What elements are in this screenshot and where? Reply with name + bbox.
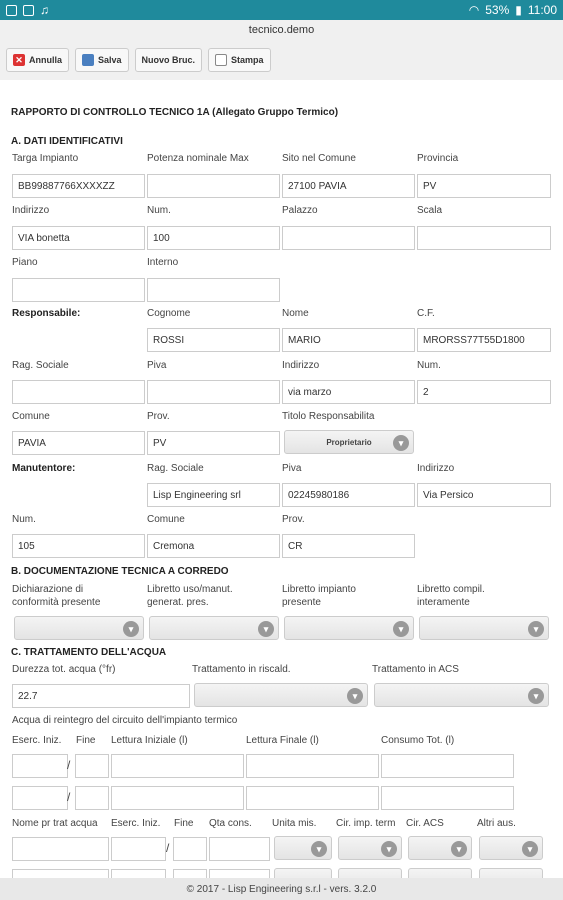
nuovo-bruc-button[interactable]: Nuovo Bruc. bbox=[135, 48, 203, 72]
notification-icon bbox=[6, 5, 17, 16]
fine2-label: Fine bbox=[174, 818, 194, 829]
targa-label: Targa Impianto bbox=[12, 153, 79, 164]
dichiarazione-label-1: Dichiarazione di bbox=[12, 584, 84, 595]
libretto-impianto-select[interactable] bbox=[284, 616, 414, 640]
indirizzo-input[interactable]: VIA bonetta bbox=[12, 226, 145, 250]
cir-imp-select[interactable] bbox=[338, 836, 402, 860]
dichiarazione-select[interactable] bbox=[14, 616, 144, 640]
libretto-uso-label-2: generat. pres. bbox=[147, 597, 209, 608]
image-icon bbox=[23, 5, 34, 16]
provincia-label: Provincia bbox=[417, 153, 459, 164]
cir-imp-select-2[interactable] bbox=[338, 868, 402, 878]
cognome-input[interactable]: ROSSI bbox=[147, 328, 280, 352]
lettura-iniziale-input-1[interactable] bbox=[111, 754, 244, 778]
targa-input[interactable]: BB99887766XXXXZZ bbox=[12, 174, 145, 198]
palazzo-label: Palazzo bbox=[282, 205, 318, 216]
toolbar bbox=[0, 40, 563, 80]
provincia-input[interactable]: PV bbox=[417, 174, 551, 198]
qta-label: Qta cons. bbox=[209, 818, 252, 829]
chevron-down-icon: ▾ bbox=[528, 621, 544, 637]
num2-input[interactable]: 2 bbox=[417, 380, 551, 404]
dichiarazione-label-2: conformità presente bbox=[12, 597, 101, 608]
cir-imp-label: Cir. imp. term bbox=[336, 818, 396, 829]
manutentore-label: Manutentore: bbox=[12, 463, 76, 474]
libretto-impianto-label-2: presente bbox=[282, 597, 321, 608]
num-input[interactable]: 100 bbox=[147, 226, 280, 250]
battery-icon: ▮ bbox=[515, 3, 522, 17]
form-content: RAPPORTO DI CONTROLLO TECNICO 1A (Allegato Gruppo Termico) A. DATI IDENTIFICATIVI Targa Impianto Potenza nominale Max Sito nel Comune Provincia BB99887766XXXXZZ 27100 PAVIA PV Indirizzo Num. Palazzo Scala VIA bonetta 100 Piano Interno Responsabile: Cognome Nome C.F. ROSSI MARIO MRORSS77T55D1800 Rag. Sociale Piva Indirizzo Num. via marzo 2 Comune Prov. Titolo Responsabilita PAVIA PV Proprietario ▾ Manutentore: Rag. Sociale Piva Indirizzo Lisp Engineering srl 02245980186 Via Persico Num. Comune Prov. 105 Cremona CR B. DOCUMENTAZIONE TECNICA A CORREDO Dichiarazione di conformità presente Libretto uso/manut. generat. pres. Libretto impianto presente Libretto compil. interamente ▾ ▾ ▾ ▾ C. TRATTAMENTO DELL'ACQUA Durezza tot. acqua (°fr) Trattamento in riscald. Trattamento in ACS 22.7 ▾ ▾ Acqua di reintegro del circuito dell'impianto termico Eserc. Iniz. Fine Lettura Iniziale (l) Lettura Finale (l) Consumo Tot. (l) / / Nome pr trat acqua Eserc. Iniz. Fine Qta cons. Unita mis. Cir. imp. term Cir. ACS Altri aus. / ▾ ▾ ▾ ▾ bbox=[0, 80, 563, 878]
chevron-down-icon: ▾ bbox=[528, 688, 544, 704]
salva-button[interactable]: Salva bbox=[75, 48, 129, 72]
m-prov-input[interactable]: CR bbox=[282, 534, 415, 558]
music-icon: ♫ bbox=[40, 3, 49, 17]
m-rag-sociale-input[interactable]: Lisp Engineering srl bbox=[147, 483, 280, 507]
unita-select[interactable] bbox=[274, 836, 332, 860]
unita-select-2[interactable] bbox=[274, 868, 332, 878]
eserc-input-1[interactable] bbox=[12, 754, 68, 778]
eserc2-input[interactable] bbox=[111, 837, 166, 861]
m-prov-label: Prov. bbox=[282, 514, 305, 525]
qta-input-2[interactable] bbox=[209, 869, 270, 878]
cf-label: C.F. bbox=[417, 308, 435, 319]
m-indirizzo-label: Indirizzo bbox=[417, 463, 455, 474]
reintegro-label: Acqua di reintegro del circuito dell'impianto termico bbox=[12, 715, 238, 726]
piano-label: Piano bbox=[12, 257, 38, 268]
indirizzo-label: Indirizzo bbox=[12, 205, 50, 216]
chevron-down-icon: ▾ bbox=[347, 688, 363, 704]
lettura-finale-input-1[interactable] bbox=[246, 754, 379, 778]
qta-input[interactable] bbox=[209, 837, 270, 861]
m-piva-input[interactable]: 02245980186 bbox=[282, 483, 415, 507]
section-c-title: C. TRATTAMENTO DELL'ACQUA bbox=[11, 647, 167, 658]
fine-input-2[interactable] bbox=[75, 786, 109, 810]
nome-label: Nome bbox=[282, 308, 309, 319]
fine2-input-2[interactable] bbox=[173, 869, 207, 878]
wifi-icon: ◠ bbox=[468, 3, 480, 17]
libretto-uso-label-1: Libretto uso/manut. bbox=[147, 584, 233, 595]
scala-input[interactable] bbox=[417, 226, 551, 250]
prov2-input[interactable]: PV bbox=[147, 431, 280, 455]
lettura-finale-label: Lettura Finale (l) bbox=[246, 735, 319, 746]
prov2-label: Prov. bbox=[147, 411, 170, 422]
annulla-button[interactable]: ✕ Annulla bbox=[6, 48, 69, 72]
fine-input-1[interactable] bbox=[75, 754, 109, 778]
altri-label: Altri aus. bbox=[477, 818, 516, 829]
chevron-down-icon: ▾ bbox=[381, 841, 397, 857]
fine-label: Fine bbox=[76, 735, 96, 746]
app-title: tecnico.demo bbox=[0, 20, 563, 40]
tratt-risc-label: Trattamento in riscald. bbox=[192, 664, 291, 675]
cir-acs-select[interactable] bbox=[408, 836, 472, 860]
potenza-label: Potenza nominale Max bbox=[147, 153, 249, 164]
nome-tratt-input-2[interactable] bbox=[12, 869, 109, 878]
palazzo-input[interactable] bbox=[282, 226, 415, 250]
consumo-label: Consumo Tot. (l) bbox=[381, 735, 455, 746]
nome-tratt-input[interactable] bbox=[12, 837, 109, 861]
interno-label: Interno bbox=[147, 257, 179, 268]
tratt-acs-select[interactable] bbox=[374, 683, 549, 707]
titolo-select[interactable]: Proprietario ▾ bbox=[284, 430, 414, 454]
lettura-iniziale-label: Lettura Iniziale (l) bbox=[111, 735, 188, 746]
libretto-impianto-label-1: Libretto impianto bbox=[282, 584, 356, 595]
cir-acs-label: Cir. ACS bbox=[406, 818, 444, 829]
cognome-label: Cognome bbox=[147, 308, 191, 319]
m-num-input[interactable]: 105 bbox=[12, 534, 145, 558]
footer: © 2017 - Lisp Engineering s.r.l - vers. 3.2.0 bbox=[0, 878, 563, 900]
comune-label: Comune bbox=[12, 411, 50, 422]
rag-sociale-input[interactable] bbox=[12, 380, 145, 404]
save-icon bbox=[82, 54, 94, 66]
m-num-label: Num. bbox=[12, 514, 36, 525]
altri-select-2[interactable] bbox=[479, 868, 543, 878]
stampa-button[interactable]: Stampa bbox=[208, 48, 271, 72]
indirizzo2-label: Indirizzo bbox=[282, 360, 320, 371]
libretto-compil-select[interactable] bbox=[419, 616, 549, 640]
potenza-input[interactable] bbox=[147, 174, 280, 198]
chevron-down-icon: ▾ bbox=[311, 841, 327, 857]
sito-input[interactable]: 27100 PAVIA bbox=[282, 174, 415, 198]
unita-label: Unita mis. bbox=[272, 818, 317, 829]
num2-label: Num. bbox=[417, 360, 441, 371]
cancel-icon: ✕ bbox=[13, 54, 25, 66]
m-piva-label: Piva bbox=[282, 463, 302, 474]
durezza-input[interactable]: 22.7 bbox=[12, 684, 190, 708]
lettura-iniziale-input-2[interactable] bbox=[111, 786, 244, 810]
chevron-down-icon: ▾ bbox=[451, 841, 467, 857]
cf-input[interactable]: MRORSS77T55D1800 bbox=[417, 328, 551, 352]
chevron-down-icon: ▾ bbox=[123, 621, 139, 637]
lettura-finale-input-2[interactable] bbox=[246, 786, 379, 810]
scala-label: Scala bbox=[417, 205, 443, 216]
chevron-down-icon: ▾ bbox=[258, 621, 274, 637]
durezza-label: Durezza tot. acqua (°fr) bbox=[12, 664, 116, 675]
m-indirizzo-input[interactable]: Via Persico bbox=[417, 483, 551, 507]
piva-input[interactable] bbox=[147, 380, 280, 404]
eserc-input-2[interactable] bbox=[12, 786, 68, 810]
num-label: Num. bbox=[147, 205, 171, 216]
consumo-input-2[interactable] bbox=[381, 786, 514, 810]
chevron-down-icon: ▾ bbox=[393, 621, 409, 637]
clock: 11:00 bbox=[527, 3, 557, 17]
responsabile-label: Responsabile: bbox=[12, 308, 81, 319]
fine2-input[interactable] bbox=[173, 837, 207, 861]
rag-sociale-label: Rag. Sociale bbox=[12, 360, 69, 371]
m-comune-input[interactable]: Cremona bbox=[147, 534, 280, 558]
print-icon bbox=[215, 54, 227, 66]
battery-text: 53% bbox=[485, 3, 510, 17]
m-comune-label: Comune bbox=[147, 514, 185, 525]
chevron-down-icon: ▾ bbox=[522, 841, 538, 857]
eserc-label: Eserc. Iniz. bbox=[12, 735, 62, 746]
form-title: RAPPORTO DI CONTROLLO TECNICO 1A (Allegato Gruppo Termico) bbox=[11, 107, 339, 118]
section-b-title: B. DOCUMENTAZIONE TECNICA A CORREDO bbox=[11, 566, 229, 577]
eserc2-input-2[interactable] bbox=[111, 869, 166, 878]
m-rag-sociale-label: Rag. Sociale bbox=[147, 463, 204, 474]
tratt-acs-label: Trattamento in ACS bbox=[372, 664, 459, 675]
piano-input[interactable] bbox=[12, 278, 145, 302]
section-a-title: A. DATI IDENTIFICATIVI bbox=[11, 136, 123, 147]
libretto-compil-label-1: Libretto compil. bbox=[417, 584, 485, 595]
titolo-label: Titolo Responsabilita bbox=[282, 411, 375, 422]
altri-select[interactable] bbox=[479, 836, 543, 860]
nome-input[interactable]: MARIO bbox=[282, 328, 415, 352]
libretto-uso-select[interactable] bbox=[149, 616, 279, 640]
nome-tratt-label: Nome pr trat acqua bbox=[12, 818, 98, 829]
interno-input[interactable] bbox=[147, 278, 280, 302]
piva-label: Piva bbox=[147, 360, 167, 371]
indirizzo2-input[interactable]: via marzo bbox=[282, 380, 415, 404]
consumo-input-1[interactable] bbox=[381, 754, 514, 778]
chevron-down-icon: ▾ bbox=[393, 435, 409, 451]
status-bar bbox=[0, 0, 563, 20]
tratt-risc-select[interactable] bbox=[194, 683, 368, 707]
cir-acs-select-2[interactable] bbox=[408, 868, 472, 878]
comune-input[interactable]: PAVIA bbox=[12, 431, 145, 455]
libretto-compil-label-2: interamente bbox=[417, 597, 470, 608]
eserc2-label: Eserc. Iniz. bbox=[111, 818, 161, 829]
sito-label: Sito nel Comune bbox=[282, 153, 356, 164]
